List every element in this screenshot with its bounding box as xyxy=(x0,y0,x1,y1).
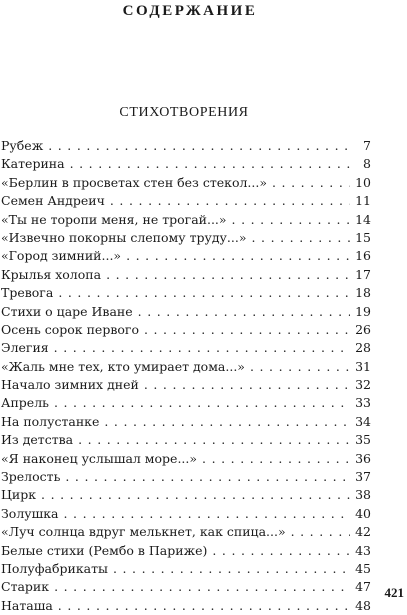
dot-leader xyxy=(138,303,350,321)
toc-entry xyxy=(1,486,371,504)
toc-entry-title: На полустанке xyxy=(1,413,100,429)
toc-entry xyxy=(1,560,371,578)
dot-leader xyxy=(70,155,350,173)
toc-entry xyxy=(1,229,371,247)
toc-entry-page: 32 xyxy=(355,377,371,393)
toc-entry xyxy=(1,155,371,173)
toc-entry xyxy=(1,413,371,431)
toc-entry-page: 31 xyxy=(355,358,371,374)
toc-entry-title: Зрелость xyxy=(1,469,61,485)
toc-entry xyxy=(1,468,371,486)
toc-entry-title: «Луч солнца вдруг мелькнет, как спица...» xyxy=(1,524,286,540)
dot-leader xyxy=(64,505,351,523)
toc-entry-page: 38 xyxy=(355,487,371,503)
toc-entry-title: Золушка xyxy=(1,505,59,521)
toc-entry xyxy=(1,284,371,302)
toc-entry-page: 15 xyxy=(355,229,371,245)
toc-entry-title: Элегия xyxy=(1,340,49,356)
toc-entry-page: 47 xyxy=(355,579,371,595)
dot-leader xyxy=(41,486,350,504)
toc-entry xyxy=(1,358,371,376)
dot-leader xyxy=(106,266,350,284)
toc-entry-title: Крылья холопа xyxy=(1,266,102,282)
toc-entry-page: 18 xyxy=(355,285,371,301)
toc-entry-page: 16 xyxy=(355,248,371,264)
dot-leader xyxy=(202,450,350,468)
toc-entry-page: 48 xyxy=(355,597,371,613)
toc-entry-title: Стихи о царе Иване xyxy=(1,303,133,319)
toc-entry xyxy=(1,192,371,210)
toc-entry xyxy=(1,431,371,449)
toc-entry xyxy=(1,542,371,560)
toc-entry-title: Тревога xyxy=(1,285,54,301)
toc-entry-title: «Жаль мне тех, кто умирает дома...» xyxy=(1,358,245,374)
toc-entry-page: 37 xyxy=(355,469,371,485)
dot-leader xyxy=(291,523,350,541)
toc-entry xyxy=(1,137,371,155)
table-of-contents xyxy=(1,137,371,615)
dot-leader xyxy=(104,413,350,431)
toc-entry-page: 33 xyxy=(355,395,371,411)
dot-leader xyxy=(54,578,350,596)
dot-leader xyxy=(110,192,350,210)
toc-entry-title: Катерина xyxy=(1,156,65,172)
toc-entry-page: 45 xyxy=(355,560,371,576)
toc-entry-title: Апрель xyxy=(1,395,49,411)
dot-leader xyxy=(144,376,350,394)
section-title: СТИХОТВОРЕНИЯ xyxy=(119,105,249,120)
toc-entry-page: 19 xyxy=(355,303,371,319)
toc-entry-title: «Ты не торопи меня, не трогай...» xyxy=(1,211,227,227)
dot-leader xyxy=(272,174,350,192)
toc-entry-title: «Город зимний...» xyxy=(1,248,122,264)
dot-leader xyxy=(212,542,350,560)
toc-entry-page: 14 xyxy=(355,211,371,227)
toc-entry-page: 8 xyxy=(363,156,371,172)
toc-entry xyxy=(1,247,371,265)
toc-entry-title: «Я наконец услышал море...» xyxy=(1,450,198,466)
toc-entry-page: 11 xyxy=(355,193,371,209)
dot-leader xyxy=(48,137,350,155)
toc-entry xyxy=(1,174,371,192)
dot-leader xyxy=(113,560,350,578)
toc-entry xyxy=(1,394,371,412)
toc-entry-title: Семен Андреич xyxy=(1,193,105,209)
toc-entry-page: 7 xyxy=(363,138,371,153)
toc-entry xyxy=(1,321,371,339)
toc-entry-title: «Берлин в просветах стен без стекол...» xyxy=(1,174,267,190)
toc-entry-title: Старик xyxy=(1,579,50,595)
toc-entry-title: Начало зимних дней xyxy=(1,377,139,393)
toc-entry-title: Наташа xyxy=(1,597,53,613)
dot-leader xyxy=(58,284,350,302)
toc-entry xyxy=(1,523,371,541)
toc-entry-page: 34 xyxy=(355,413,371,429)
dot-leader xyxy=(78,431,350,449)
toc-entry xyxy=(1,266,371,284)
dot-leader xyxy=(65,468,350,486)
page-number: 421 xyxy=(384,585,404,600)
toc-entry xyxy=(1,211,371,229)
toc-entry-page: 42 xyxy=(355,524,371,540)
dot-leader xyxy=(126,247,350,265)
toc-entry-page: 10 xyxy=(355,174,371,190)
toc-entry-title: Рубеж xyxy=(1,138,44,153)
toc-entry-page: 26 xyxy=(355,321,371,337)
dot-leader xyxy=(251,229,350,247)
toc-entry-page: 40 xyxy=(355,505,371,521)
toc-entry xyxy=(1,339,371,357)
toc-entry-page: 35 xyxy=(355,432,371,448)
toc-entry xyxy=(1,376,371,394)
toc-entry xyxy=(1,303,371,321)
dot-leader xyxy=(144,321,350,339)
toc-entry-title: Белые стихи (Рембо в Париже) xyxy=(1,542,208,558)
dot-leader xyxy=(232,211,350,229)
toc-entry-title: Осень сорок первого xyxy=(1,321,139,337)
toc-entry-title: «Извечно покорны слепому труду...» xyxy=(1,229,247,245)
toc-entry-page: 17 xyxy=(355,266,371,282)
dot-leader xyxy=(54,394,350,412)
toc-entry xyxy=(1,505,371,523)
toc-entry-page: 28 xyxy=(355,340,371,356)
toc-entry xyxy=(1,578,371,596)
toc-entry-page: 43 xyxy=(355,542,371,558)
toc-entry-page: 36 xyxy=(355,450,371,466)
toc-entry-title: Полуфабрикаты xyxy=(1,560,108,576)
toc-entry xyxy=(1,450,371,468)
page-heading: СОДЕРЖАНИЕ xyxy=(122,3,258,19)
toc-entry-title: Из детства xyxy=(1,432,74,448)
dot-leader xyxy=(250,358,350,376)
dot-leader xyxy=(54,339,350,357)
toc-entry-title: Цирк xyxy=(1,487,37,503)
